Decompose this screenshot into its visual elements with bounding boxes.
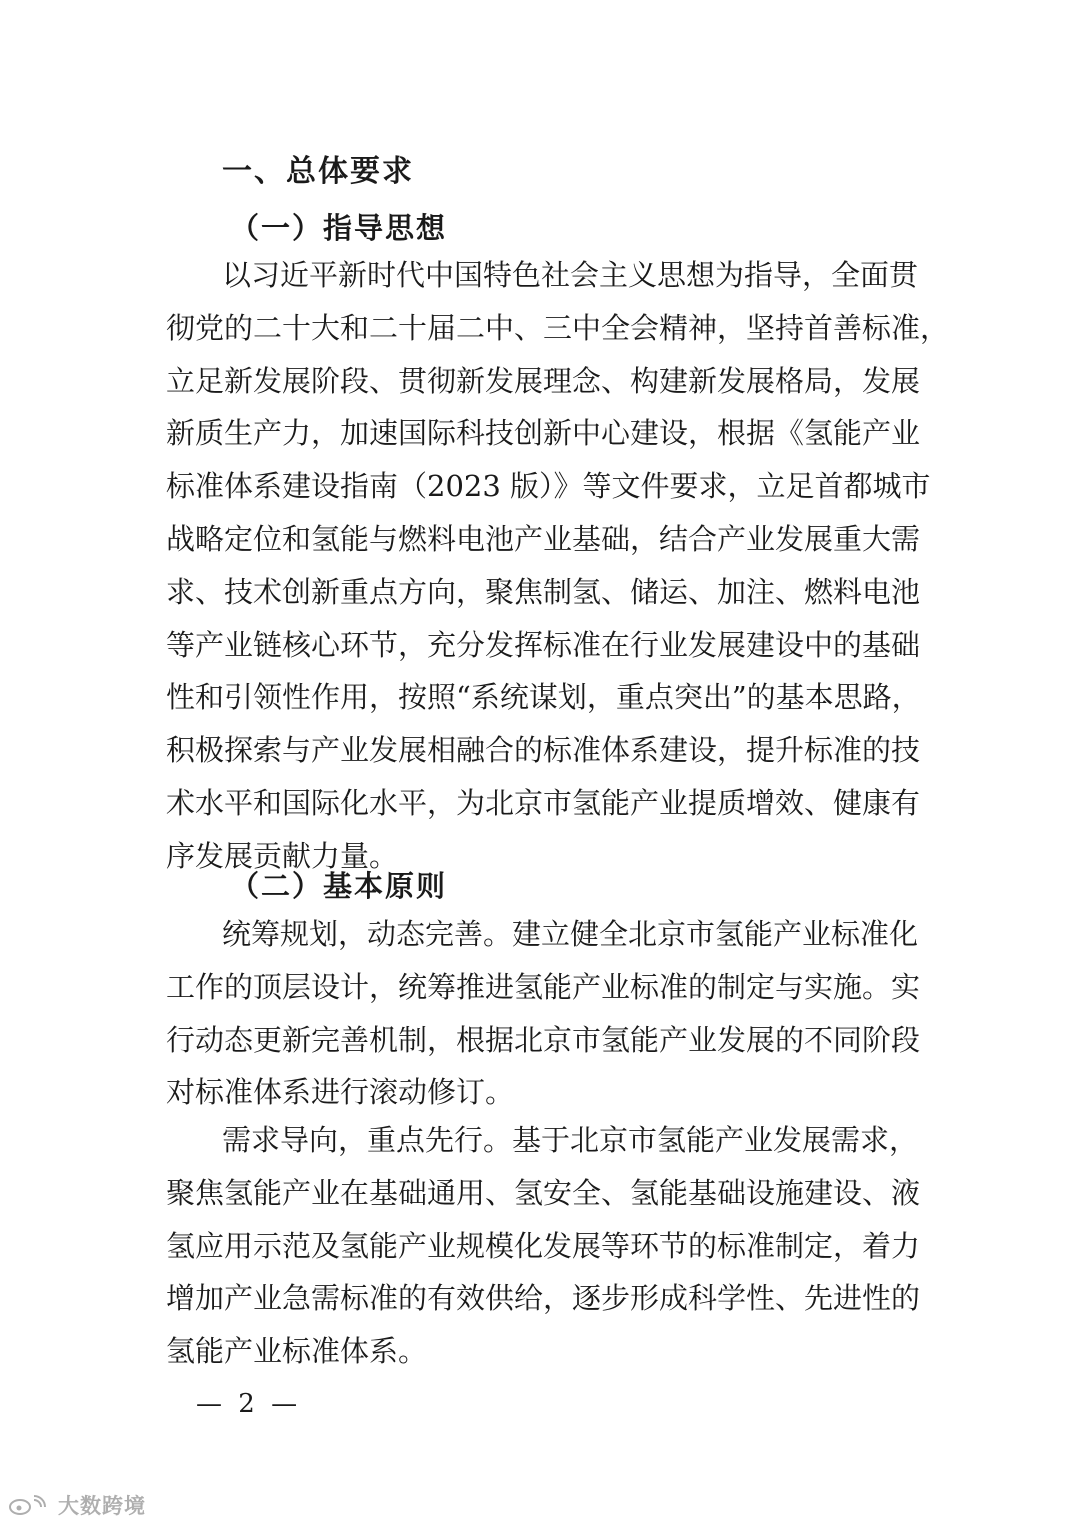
paragraph-line: 立足新发展阶段、贯彻新发展理念、构建新发展格局，发展: [166, 363, 921, 398]
paragraph-line: 等产业链核心环节，充分发挥标准在行业发展建设中的基础: [166, 627, 921, 662]
paragraph-line: 氢应用示范及氢能产业规模化发展等环节的标准制定，着力: [166, 1228, 921, 1263]
section-title: 一、总体要求: [222, 154, 414, 189]
paragraph-line: 求、技术创新重点方向，聚焦制氢、储运、加注、燃料电池: [166, 574, 921, 609]
paragraph-line: 增加产业急需标准的有效供给，逐步形成科学性、先进性的: [166, 1281, 921, 1316]
weibo-logo-icon: [8, 1494, 52, 1516]
watermark-text: 大数跨境: [58, 1494, 146, 1518]
paragraph-line: 需求导向，重点先行。基于北京市氢能产业发展需求，: [222, 1123, 919, 1157]
paragraph-line: 工作的顶层设计，统筹推进氢能产业标准的制定与实施。实: [166, 969, 921, 1004]
paragraph-line: 序发展贡献力量。: [166, 838, 399, 873]
paragraph-line: 术水平和国际化水平，为北京市氢能产业提质增效、健康有: [166, 785, 921, 820]
paragraph-line: 性和引领性作用，按照“系统谋划，重点突出”的基本思路，: [166, 680, 921, 715]
subsection-title-basic-principles: （二）基本原则: [230, 869, 448, 903]
paragraph-line: 统筹规划，动态完善。建立健全北京市氢能产业标准化: [222, 917, 919, 951]
paragraph-line: 对标准体系进行滚动修订。: [166, 1075, 515, 1110]
paragraph-line: 行动态更新完善机制，根据北京市氢能产业发展的不同阶段: [166, 1022, 921, 1057]
paragraph-line: 彻党的二十大和二十届二中、三中全会精神，坚持首善标准，: [166, 310, 950, 345]
paragraph-line: 新质生产力，加速国际科技创新中心建设，根据《氢能产业: [166, 416, 921, 451]
paragraph-overall-planning: [166, 908, 921, 1119]
paragraph-guiding-ideology: [166, 249, 950, 883]
paragraph-line: 战略定位和氢能与燃料电池产业基础，结合产业发展重大需: [166, 521, 921, 556]
paragraph-line: 标准体系建设指南（2023 版）》等文件要求，立足首都城市: [166, 469, 931, 504]
paragraph-line: 氢能产业标准体系。: [166, 1334, 428, 1369]
paragraph-line: 积极探索与产业发展相融合的标准体系建设，提升标准的技: [166, 733, 921, 768]
subsection-title-guiding-ideology: （一）指导思想: [230, 211, 448, 245]
paragraph-line: 以习近平新时代中国特色社会主义思想为指导，全面贯: [222, 258, 919, 292]
paragraph-line: 聚焦氢能产业在基础通用、氢安全、氢能基础设施建设、液: [166, 1175, 921, 1210]
paragraph-demand-oriented: [166, 1114, 921, 1378]
watermark: [8, 1490, 146, 1520]
page-number: — 2 —: [196, 1389, 302, 1419]
